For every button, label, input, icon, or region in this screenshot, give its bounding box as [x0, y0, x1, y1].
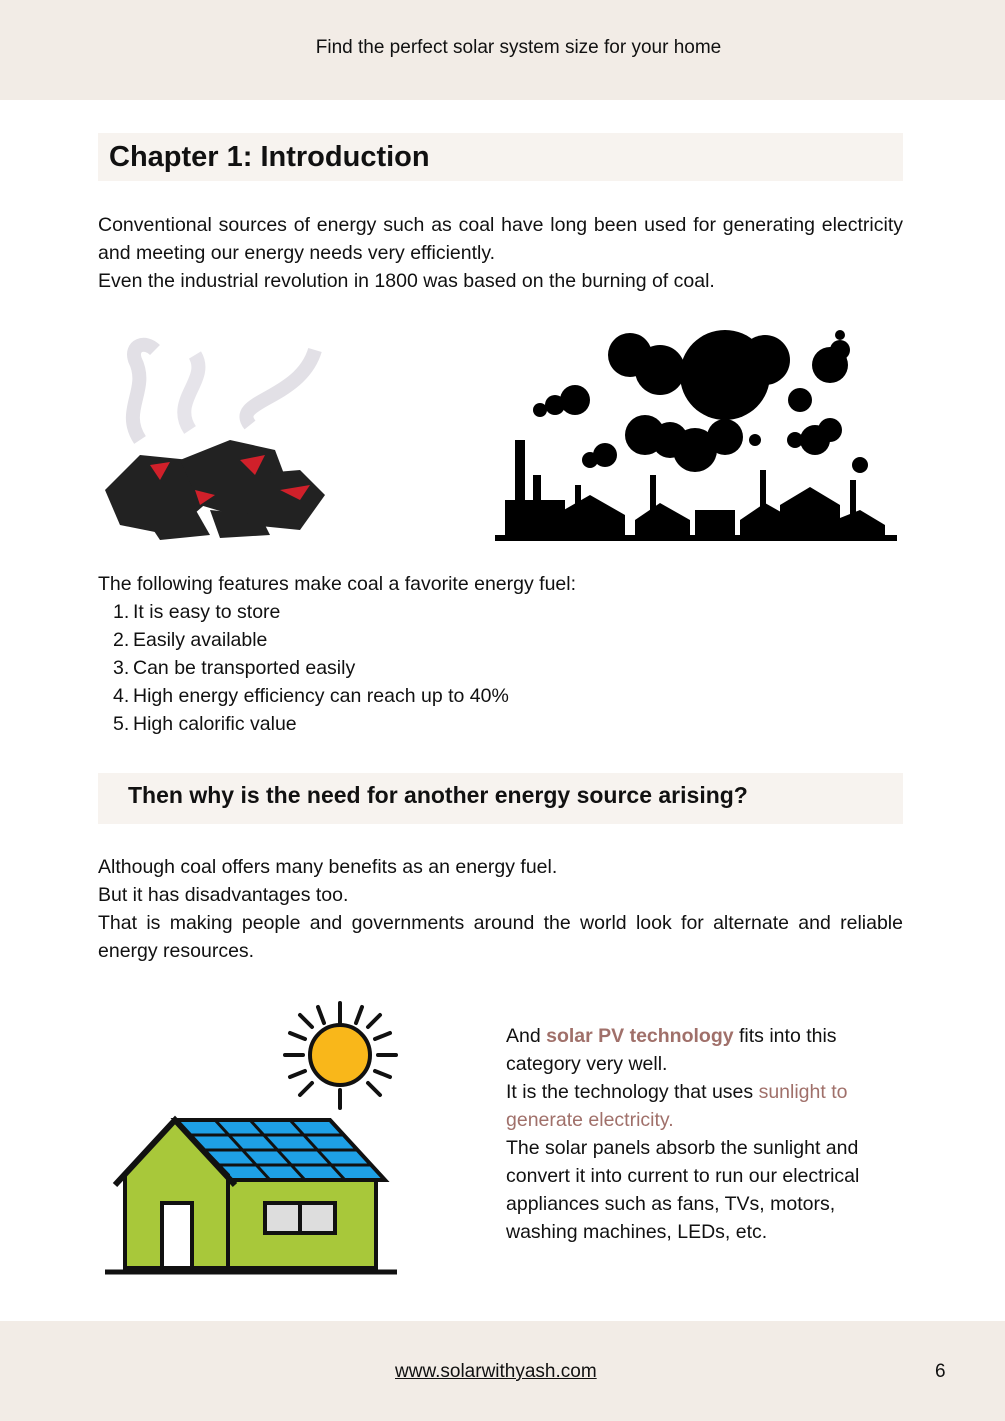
list-item — [113, 710, 509, 738]
item-text: High energy efficiency can reach up to 40% — [133, 685, 509, 707]
solar-house-illustration — [100, 995, 400, 1280]
section-line-2: But it has disadvantages too. — [98, 884, 349, 906]
solar-text: And — [506, 1025, 547, 1047]
item-text: It is easy to store — [133, 601, 281, 623]
burning-coal-illustration — [100, 330, 330, 545]
item-number: 5. — [113, 713, 130, 735]
item-number: 3. — [113, 657, 130, 679]
item-text: Can be transported easily — [133, 657, 356, 679]
item-text: Easily available — [133, 629, 268, 651]
website-link[interactable]: www.solarwithyash.com — [395, 1361, 597, 1382]
section-line-3: That is making people and governments around the world look for alternate and reliable energy resources. — [98, 912, 903, 962]
list-item — [113, 598, 509, 626]
page-number: 6 — [935, 1361, 946, 1382]
chapter-heading-box — [98, 133, 903, 181]
sunlight-highlight: sunlight to generate electricity. — [506, 1081, 848, 1131]
page-footer — [0, 1321, 1005, 1421]
page-header — [0, 0, 1005, 100]
solar-text: The solar panels absorb the sunlight and convert it into current to run our electrical appliances such as fans, TVs, motors, washing machines, LEDs, etc. — [506, 1137, 860, 1243]
chapter-title: Chapter 1: Introduction — [109, 141, 430, 173]
item-number: 2. — [113, 629, 130, 651]
item-text: High calorific value — [133, 713, 297, 735]
intro-paragraph-2: Even the industrial revolution in 1800 was based on the burning of coal. — [98, 270, 715, 292]
header-title: Find the perfect solar system size for your home — [315, 37, 722, 58]
item-number: 4. — [113, 685, 130, 707]
solar-pv-highlight: solar PV technology — [546, 1025, 734, 1047]
list-item — [113, 654, 509, 682]
solar-text: fits into this category very well. — [506, 1025, 837, 1075]
factory-pollution-illustration — [495, 325, 900, 545]
item-number: 1. — [113, 601, 130, 623]
section-title: Then why is the need for another energy source arising? — [128, 782, 748, 808]
solar-text: It is the technology that uses — [506, 1081, 759, 1103]
list-item — [113, 626, 509, 654]
section-heading-box — [98, 773, 903, 824]
features-list — [113, 598, 509, 738]
intro-paragraph-1: Conventional sources of energy such as coal have long been used for generating electricity and meeting our energy needs very efficiently. — [98, 214, 903, 264]
section-line-1: Although coal offers many benefits as an energy fuel. — [98, 856, 558, 878]
features-lead: The following features make coal a favorite energy fuel: — [98, 573, 577, 595]
list-item — [113, 682, 509, 710]
solar-description — [506, 1022, 886, 1246]
